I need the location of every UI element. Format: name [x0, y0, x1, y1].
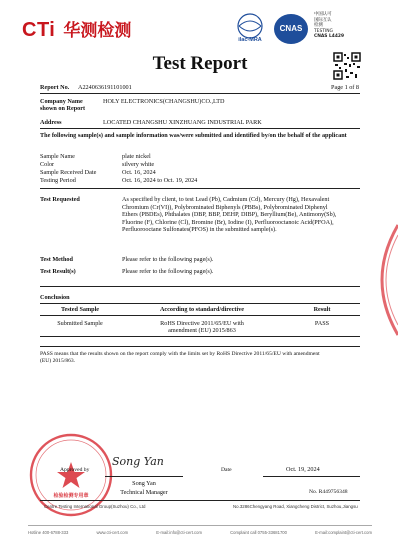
standard-cell: [122, 320, 282, 334]
address-label: Address: [40, 119, 62, 126]
ilac-label: ilac-MRA: [238, 37, 262, 43]
divider: [40, 286, 360, 287]
testing-period-value: Oct. 16, 2024 to Oct. 19, 2024: [122, 177, 198, 184]
cnas-line: 中国认可: [314, 12, 332, 17]
signer-name: Song Yan: [132, 480, 156, 487]
signature-script: Song Yan: [112, 455, 164, 468]
standard-line: amendment (EU) 2015/863: [168, 327, 236, 334]
conclusion-table: [40, 303, 360, 337]
company-value: HOLY ELECTRONICS(CHANGSHU)CO.,LTD: [103, 98, 225, 105]
col-tested-sample: Tested Sample: [60, 306, 100, 313]
divider: [40, 346, 360, 347]
cnas-line: 国际互认: [314, 17, 332, 23]
testing-period-label: Testing Period: [40, 177, 76, 184]
col-result: Result: [313, 306, 331, 313]
footer-email-info[interactable]: E-mail:info@cti-cert.com: [156, 530, 202, 535]
submission-statement: The following sample(s) and sample information was/were submitted and identified by/on the behalf of the applicant: [40, 132, 347, 139]
conclusion-heading: Conclusion: [40, 294, 70, 301]
sample-name-label: Sample Name: [40, 153, 75, 160]
pass-note: [40, 351, 360, 365]
test-requested-line: Chromium (Cr(VI)), Polybrominated Biphenyls (PBBs), Polybrominated Diphenyl: [122, 203, 328, 211]
divider: [40, 128, 360, 129]
received-date-label: Sample Received Date: [40, 169, 97, 176]
cnas-logo: [272, 12, 310, 46]
test-requested-text: [122, 196, 362, 234]
page-indicator: Page 1 of 8: [331, 84, 360, 91]
color-value: silvery white: [122, 161, 155, 168]
company-label: [40, 98, 85, 112]
date-line: [263, 476, 360, 477]
test-result-label: Test Result(s): [40, 268, 76, 275]
footer-divider: [28, 525, 372, 526]
footer-complaint-call: Complaint call 0755-33681700: [230, 530, 287, 535]
report-no-value: A2240636191101001: [78, 84, 132, 91]
date-value: Oct. 19, 2024: [286, 466, 320, 473]
footer-web[interactable]: www.cti-cert.com: [96, 530, 129, 535]
footer-hotline: Hotline 400-6788-333: [28, 530, 69, 535]
tested-sample-cell: Submitted Sample: [57, 320, 103, 327]
test-requested-line: Perfluorooctane Sulfonates(PFOS) in the submitted sample(s).: [122, 226, 277, 234]
conclusion-header-row: [40, 303, 360, 316]
signature-line: [105, 476, 183, 477]
result-cell: PASS: [314, 320, 330, 327]
footer-email-complaint[interactable]: E-mail:complaint@cti-cert.com: [315, 530, 372, 535]
date-label: Date: [221, 467, 232, 473]
col-standard: According to standard/directive: [159, 306, 245, 313]
test-requested-label: Test Requested: [40, 196, 80, 203]
standard-line: RoHS Directive 2011/65/EU with: [160, 320, 244, 327]
company-label-line: Company Name: [40, 98, 83, 105]
test-result-value: Please refer to the following page(s).: [122, 268, 214, 275]
test-method-label: Test Method: [40, 256, 73, 263]
report-title: Test Report: [152, 53, 248, 74]
cnas-text-block: [314, 12, 344, 40]
divider: [40, 188, 360, 189]
cti-logo-text: CTi: [22, 19, 56, 41]
cti-logo-cn: 华测检测: [63, 21, 132, 41]
cti-logo: [22, 16, 131, 42]
seal-text: 检验检测专用章: [53, 493, 89, 499]
report-number: No. R449756348: [309, 489, 348, 495]
color-label: Color: [40, 161, 55, 168]
cnas-line: 检测: [314, 23, 323, 29]
company-bottom-right: No.3286Chengyang Road, Xiangcheng District, Suzhou,Jiangsu: [233, 504, 358, 509]
divider: [40, 93, 360, 94]
ilac-mra-logo: [230, 12, 270, 46]
edge-seal: [358, 220, 398, 340]
report-no-label: Report No.: [40, 84, 70, 91]
cnas-line: TESTING: [314, 28, 333, 34]
signer-role: Technical Manager: [120, 489, 168, 496]
conclusion-row: [40, 316, 360, 337]
pass-note-line: (EU) 2015/863.: [40, 358, 76, 364]
test-requested-line: Ethers (PBDEs), Phthalates (DBP, BBP, DEHP, DIBP), Beryllium(Be), Antimony(Sb),: [122, 211, 337, 219]
test-requested-line: As specified by client, to test Lead (Pb), Cadmium (Cd), Mercury (Hg), Hexavalent: [122, 196, 330, 203]
divider: [40, 500, 360, 501]
company-label-line: shown on Report: [40, 105, 86, 113]
cnas-line: CNAS L4429: [314, 34, 345, 40]
test-method-value: Please refer to the following page(s).: [122, 256, 214, 263]
qr-code: [333, 52, 361, 80]
test-requested-line: Fluorine (F), Chlorine (Cl), Bromine (Br), Iodine (I), Perfluorooctanoic Acid(PFOA),: [122, 218, 334, 226]
approved-by-label: Approved by: [60, 467, 90, 473]
address-value: LOCATED CHANGSHU XINZHUANG INDUSTRIAL PARK: [103, 119, 262, 126]
cnas-label: CNAS: [279, 24, 303, 33]
footer: [28, 530, 372, 535]
sample-name-value: plate nickel: [122, 153, 151, 160]
company-bottom-left: Centre Testing International Group(Suzhou) Co., Ltd: [44, 504, 146, 509]
pass-note-line: PASS means that the results shown on the report comply with the limits set by RoHS Directive 2011/65/EU with amendment: [40, 351, 320, 357]
received-date-value: Oct. 16, 2024: [122, 169, 156, 176]
